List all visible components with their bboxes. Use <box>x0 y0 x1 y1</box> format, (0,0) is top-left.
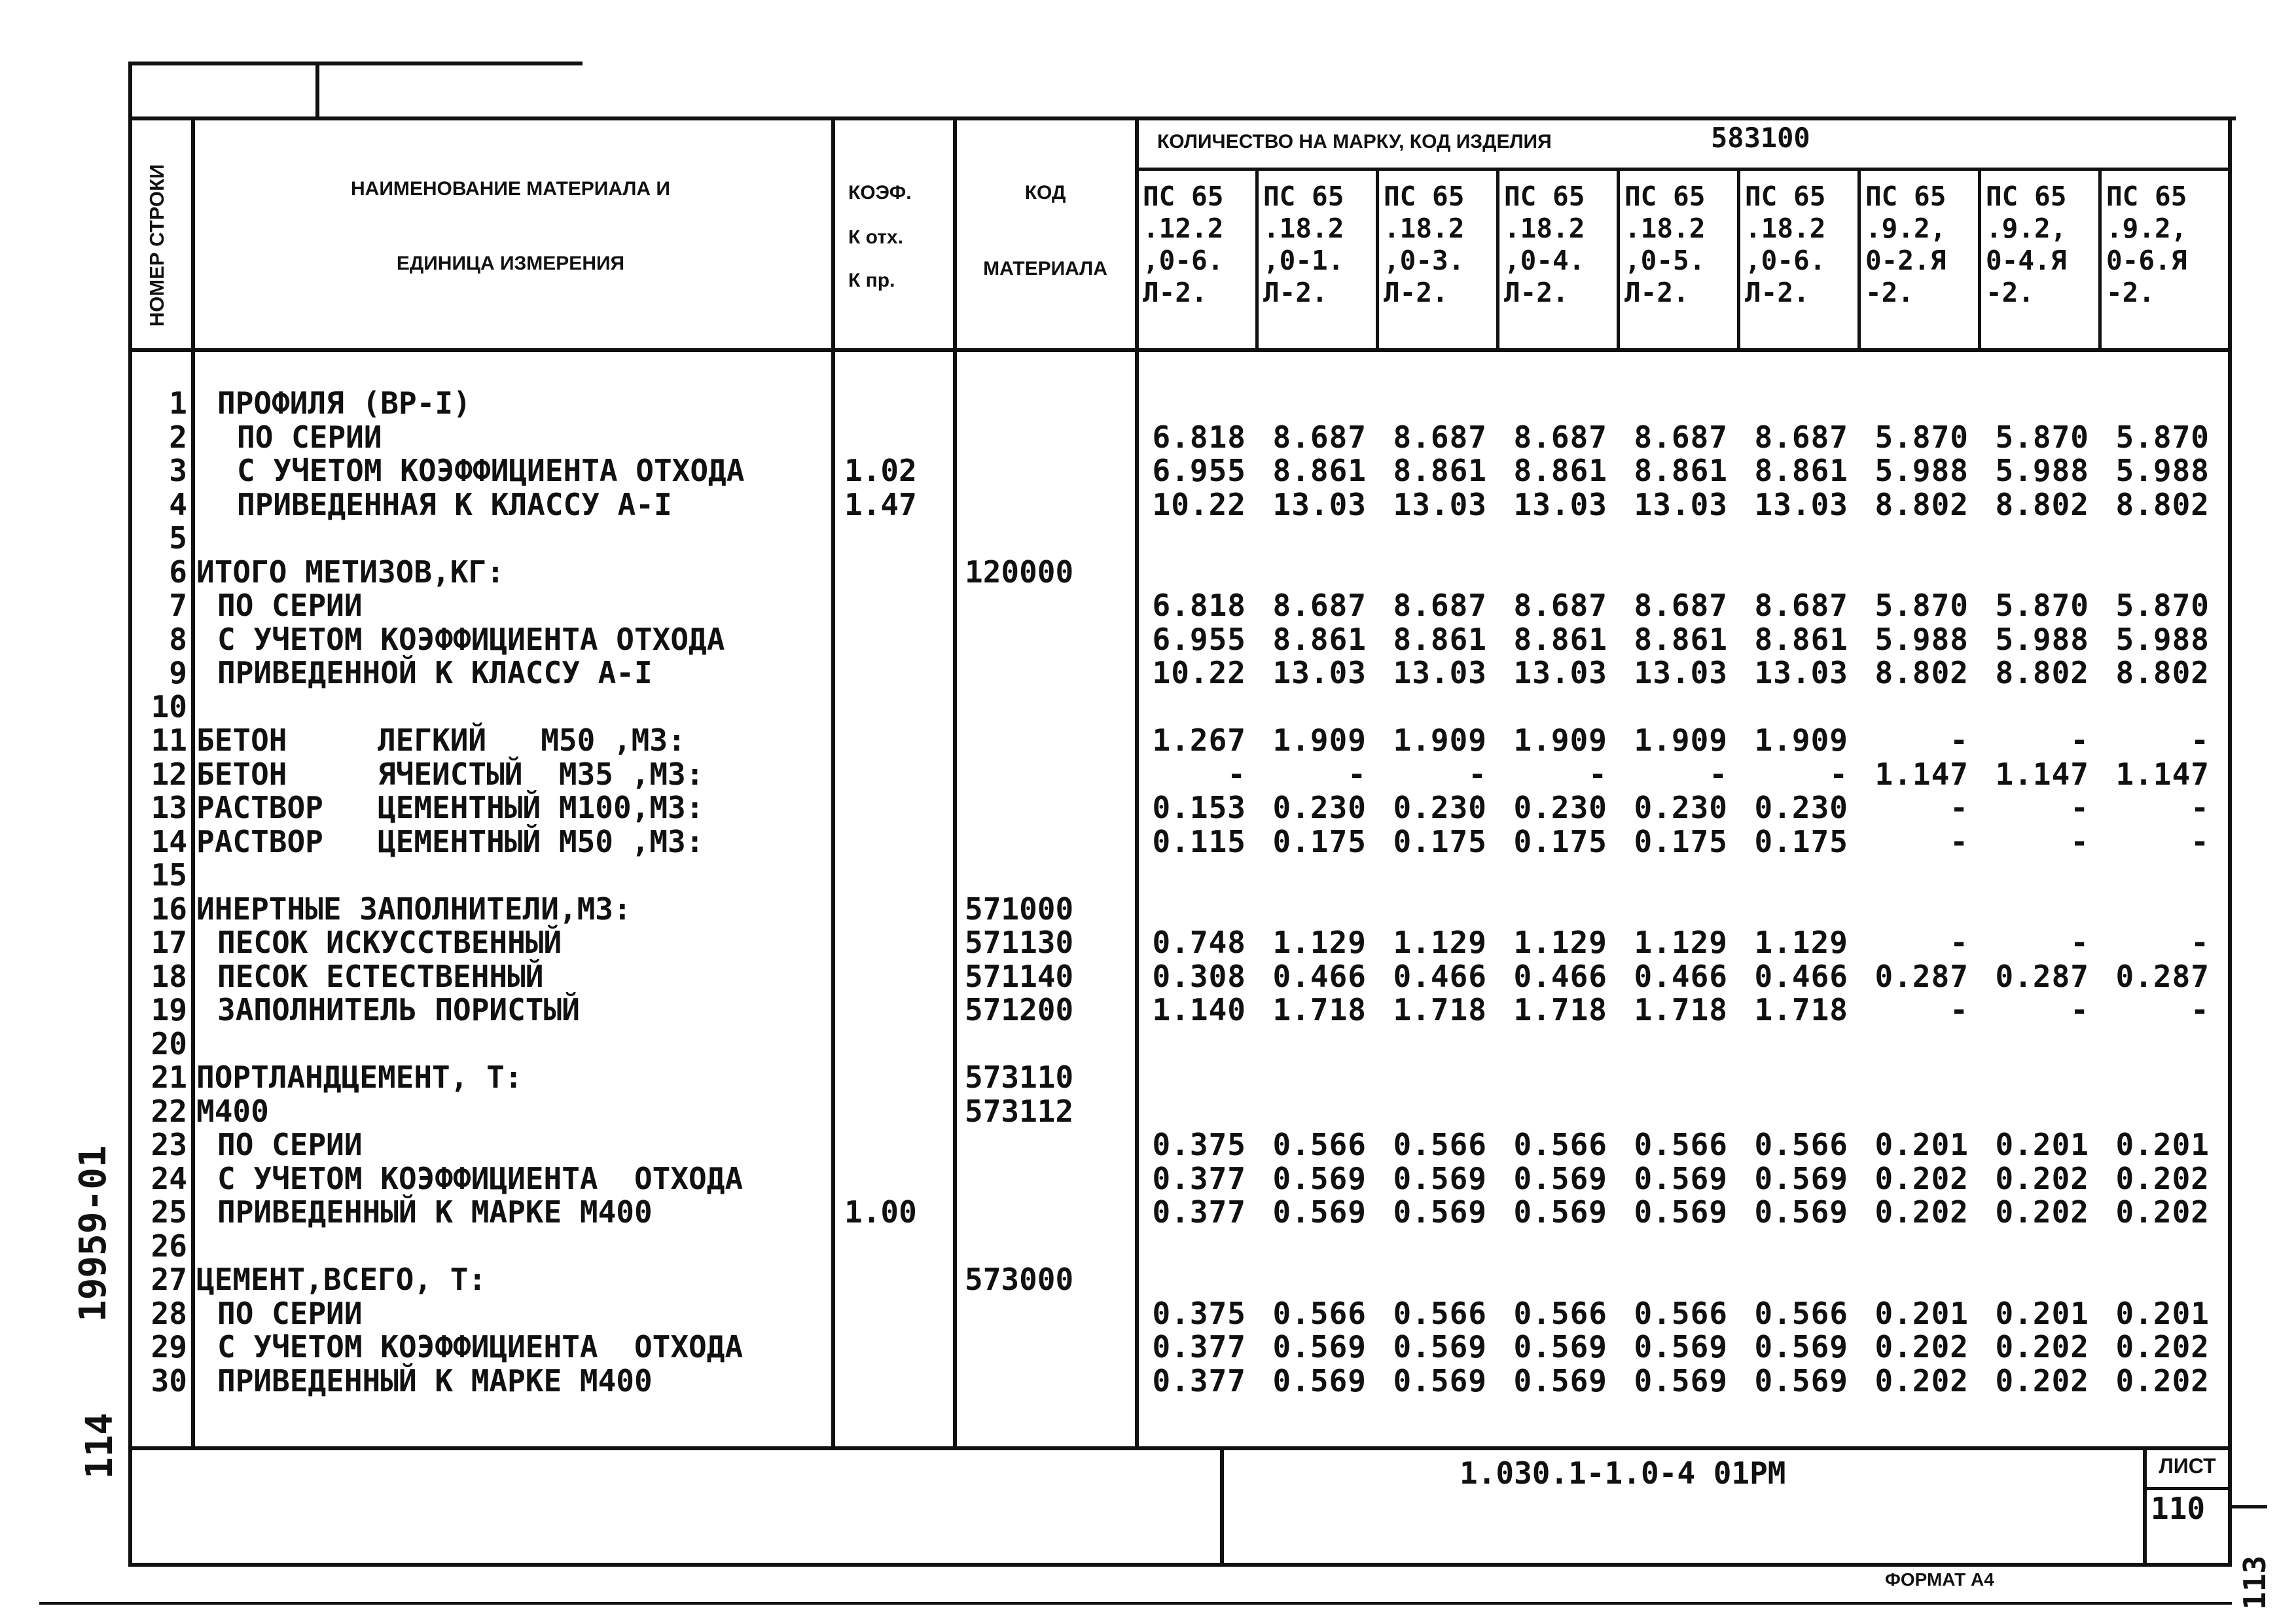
quantity-value: 0.175 <box>1393 824 1487 859</box>
material-name: ИТОГО МЕТИЗОВ,КГ: <box>196 554 505 590</box>
quantity-value: 1.267 <box>1152 722 1246 758</box>
material-name: ПО СЕРИИ <box>237 419 382 455</box>
row-number: 10 <box>151 689 187 724</box>
quantity-value: 0.175 <box>1513 824 1607 859</box>
top-stub-line <box>131 62 583 65</box>
quantity-value: 0.569 <box>1513 1161 1607 1196</box>
quantity-value: 0.202 <box>2115 1329 2210 1364</box>
row-number: 25 <box>151 1194 187 1230</box>
material-name: С УЧЕТОМ КОЭФФИЦИЕНТА ОТХОДА <box>237 453 745 488</box>
row-number: 4 <box>169 487 187 522</box>
quantity-value: 0.569 <box>1634 1363 1728 1399</box>
quantity-value: 0.569 <box>1513 1329 1607 1364</box>
row-number: 15 <box>151 857 187 893</box>
quantity-value: 0.202 <box>1874 1194 1969 1230</box>
product-column-title: ПС 65 .18.2 ,0-1. Л-2. <box>1263 181 1344 308</box>
quantity-value: 0.202 <box>1995 1194 2089 1230</box>
quantity-value: 0.175 <box>1272 824 1367 859</box>
quantity-value: 8.687 <box>1634 419 1728 455</box>
quantity-value: 13.03 <box>1634 487 1728 522</box>
quantity-value: 8.687 <box>1513 588 1607 623</box>
material-name: РАСТВОР ЦЕМЕНТНЫЙ М50 ,М3: <box>196 824 704 859</box>
product-column-title: ПС 65 .9.2, 0-4.Я -2. <box>1986 181 2067 308</box>
quantity-value: 0.201 <box>2115 1127 2210 1162</box>
quantity-value: 10.22 <box>1152 487 1246 522</box>
quantity-value: 13.03 <box>1754 655 1848 690</box>
quantity-value: 1.147 <box>1995 757 2089 792</box>
quantity-value: 8.802 <box>1995 655 2089 690</box>
quantity-value: 0.287 <box>2115 959 2210 994</box>
row-number: 26 <box>151 1228 187 1264</box>
quantity-value: 0.466 <box>1634 959 1728 994</box>
row-number: 19 <box>151 992 187 1027</box>
quantity-value: 8.687 <box>1513 419 1607 455</box>
quantity-value: 0.569 <box>1393 1329 1487 1364</box>
material-code: 573000 <box>965 1262 1074 1297</box>
quantity-value: 13.03 <box>1634 655 1728 690</box>
quantity-value: 8.802 <box>1995 487 2089 522</box>
row-number: 6 <box>169 554 187 590</box>
quantity-value: 0.466 <box>1754 959 1848 994</box>
material-code: 573112 <box>965 1094 1074 1129</box>
quantity-value: - <box>2191 925 2210 960</box>
quantity-value: 0.569 <box>1393 1161 1487 1196</box>
quantity-value: 1.718 <box>1754 992 1848 1027</box>
quantity-value: 8.687 <box>1272 419 1367 455</box>
quantity-value: 0.230 <box>1393 790 1487 825</box>
stamp-divider-left <box>1220 1446 1224 1565</box>
quantity-value: - <box>1468 757 1487 792</box>
quantity-value: - <box>2070 925 2089 960</box>
material-code: 571130 <box>965 925 1074 960</box>
stamp-right-tab <box>2228 1505 2267 1508</box>
quantity-value: 5.870 <box>1995 588 2089 623</box>
quantity-value: 0.569 <box>1634 1161 1728 1196</box>
quantity-value: 8.861 <box>1513 622 1607 657</box>
quantity-value: 0.377 <box>1152 1161 1246 1196</box>
quantity-value: 1.909 <box>1634 722 1728 758</box>
quantity-value: 0.230 <box>1513 790 1607 825</box>
quantity-value: - <box>1227 757 1246 792</box>
coefficient-value: 1.00 <box>844 1194 917 1230</box>
row-number: 18 <box>151 959 187 994</box>
row-number: 9 <box>169 655 187 690</box>
quantity-value: 1.718 <box>1272 992 1367 1027</box>
col-divider-name <box>831 116 835 1449</box>
quantity-value: 0.569 <box>1272 1161 1367 1196</box>
material-name: БЕТОН ЯЧЕИСТЫЙ М35 ,М3: <box>196 757 704 792</box>
col-divider-coef <box>953 116 957 1449</box>
product-code: 583100 <box>1711 122 1810 154</box>
material-name: БЕТОН ЛЕГКИЙ М50 ,М3: <box>196 722 686 758</box>
quantity-value: 1.129 <box>1513 925 1607 960</box>
product-column-title: ПС 65 .18.2 ,0-6. Л-2. <box>1745 181 1826 308</box>
row-number: 16 <box>151 891 187 927</box>
material-name: ПРОФИЛЯ (ВР-I) <box>217 385 471 421</box>
frame-left-line <box>128 62 132 1567</box>
quantity-value: 0.569 <box>1272 1329 1367 1364</box>
quantity-value: 0.202 <box>1874 1363 1969 1399</box>
product-column-title: ПС 65 .12.2 ,0-6. Л-2. <box>1143 181 1224 308</box>
body-stamp-divider <box>128 1446 2232 1450</box>
quantity-value: 0.201 <box>1874 1296 1969 1331</box>
quantity-value: 0.202 <box>2115 1161 2210 1196</box>
quantity-value: - <box>2191 824 2210 859</box>
quantity-value: 10.22 <box>1152 655 1246 690</box>
coef-header-line2: К отх. <box>848 226 903 248</box>
material-code: 120000 <box>965 554 1074 590</box>
coefficient-value: 1.47 <box>844 487 917 522</box>
quantity-value: 0.202 <box>1874 1161 1969 1196</box>
code-header-line1: КОД <box>1024 182 1066 204</box>
row-number: 30 <box>151 1363 187 1399</box>
material-name: ЦЕМЕНТ,ВСЕГО, Т: <box>196 1262 487 1297</box>
quantity-value: 0.569 <box>1513 1363 1607 1399</box>
quantity-value: 0.566 <box>1634 1296 1728 1331</box>
row-number: 24 <box>151 1161 187 1196</box>
quantity-value: 0.566 <box>1272 1127 1367 1162</box>
quantity-value: 0.569 <box>1513 1194 1607 1230</box>
right-margin-page: 113 <box>2237 1555 2272 1610</box>
quantity-value: 0.377 <box>1152 1363 1246 1399</box>
prod-col-divider-2 <box>1376 168 1379 351</box>
quantity-value: 8.687 <box>1393 588 1487 623</box>
quantity-value: 0.202 <box>1995 1329 2089 1364</box>
row-number: 8 <box>169 622 187 657</box>
quantity-value: 5.988 <box>2115 622 2210 657</box>
row-number: 29 <box>151 1329 187 1364</box>
format-label: ФОРМАТ А4 <box>1885 1569 1994 1590</box>
quantity-value: 0.375 <box>1152 1296 1246 1331</box>
quantity-value: - <box>1950 824 1969 859</box>
top-stub-divider <box>315 62 319 120</box>
quantity-value: - <box>1950 925 1969 960</box>
product-column-title: ПС 65 .9.2, 0-6.Я -2. <box>2106 181 2187 308</box>
top-stub-line-2 <box>131 116 681 120</box>
quantity-value: 1.909 <box>1393 722 1487 758</box>
quantity-value: - <box>2191 722 2210 758</box>
quantity-value: 8.687 <box>1634 588 1728 623</box>
quantity-value: 1.718 <box>1513 992 1607 1027</box>
quantity-value: 8.687 <box>1272 588 1367 623</box>
quantity-value: 0.308 <box>1152 959 1246 994</box>
quantity-value: 1.718 <box>1634 992 1728 1027</box>
material-code: 571000 <box>965 891 1074 927</box>
row-number: 21 <box>151 1060 187 1095</box>
material-name: ПЕСОК ИСКУССТВЕННЫЙ <box>217 925 562 960</box>
product-column-title: ПС 65 .18.2 ,0-3. Л-2. <box>1384 181 1465 308</box>
quantity-value: 8.861 <box>1272 453 1367 488</box>
quantity-value: 5.988 <box>1995 453 2089 488</box>
quantity-value: 8.861 <box>1754 622 1848 657</box>
material-name: ПО СЕРИИ <box>217 1127 363 1162</box>
quantity-value: 5.988 <box>1995 622 2089 657</box>
prod-col-divider-7 <box>1978 168 1981 351</box>
outer-bottom-line <box>39 1602 2232 1605</box>
row-number: 14 <box>151 824 187 859</box>
header-body-divider <box>128 348 2232 352</box>
quantity-value: 0.175 <box>1634 824 1728 859</box>
quantity-value: 5.870 <box>2115 419 2210 455</box>
quantity-value: 0.466 <box>1272 959 1367 994</box>
row-number: 23 <box>151 1127 187 1162</box>
quantity-header: КОЛИЧЕСТВО НА МАРКУ, КОД ИЗДЕЛИЯ <box>1157 131 1552 152</box>
material-code: 573110 <box>965 1060 1074 1095</box>
quantity-value: 0.748 <box>1152 925 1246 960</box>
prod-col-divider-8 <box>2098 168 2102 351</box>
quantity-value: 6.818 <box>1152 419 1246 455</box>
quantity-value: 0.202 <box>1995 1161 2089 1196</box>
row-number: 11 <box>151 722 187 758</box>
quantity-value: 13.03 <box>1754 487 1848 522</box>
quantity-value: 1.909 <box>1513 722 1607 758</box>
quantity-value: 1.147 <box>1874 757 1969 792</box>
quantity-value: - <box>2191 992 2210 1027</box>
document-code: 1.030.1-1.0-4 01РМ <box>1460 1455 1786 1491</box>
quantity-value: 0.201 <box>1995 1127 2089 1162</box>
frame-bottom-line <box>128 1563 2232 1567</box>
quantity-value: 0.230 <box>1272 790 1367 825</box>
quantity-value: 8.687 <box>1754 588 1848 623</box>
row-number: 20 <box>151 1026 187 1061</box>
quantity-value: 0.201 <box>1995 1296 2089 1331</box>
material-name: ПРИВЕДЕННАЯ К КЛАССУ А-I <box>237 487 672 522</box>
prod-col-divider-5 <box>1737 168 1740 351</box>
sheet-label: ЛИСТ <box>2159 1454 2216 1478</box>
quantity-value: 5.988 <box>1874 622 1969 657</box>
quantity-value: 8.861 <box>1754 453 1848 488</box>
coefficient-value: 1.02 <box>844 453 917 488</box>
quantity-value: 8.861 <box>1634 453 1728 488</box>
product-column-title: ПС 65 .18.2 ,0-4. Л-2. <box>1504 181 1585 308</box>
quantity-value: 8.687 <box>1393 419 1487 455</box>
quantity-value: 0.202 <box>2115 1363 2210 1399</box>
quantity-value: 13.03 <box>1513 655 1607 690</box>
quantity-value: 1.129 <box>1272 925 1367 960</box>
quantity-value: 0.569 <box>1393 1363 1487 1399</box>
quantity-value: - <box>1950 790 1969 825</box>
quantity-value: 0.153 <box>1152 790 1246 825</box>
coef-header-line1: КОЭФ. <box>848 182 912 204</box>
material-name: ИНЕРТНЫЕ ЗАПОЛНИТЕЛИ,М3: <box>196 891 632 927</box>
quantity-value: 1.129 <box>1754 925 1848 960</box>
material-name: С УЧЕТОМ КОЭФФИЦИЕНТА ОТХОДА <box>217 1329 744 1364</box>
quantity-value: 0.566 <box>1634 1127 1728 1162</box>
material-name: ПРИВЕДЕННОЙ К КЛАССУ А-I <box>217 655 653 690</box>
quantity-value: 1.147 <box>2115 757 2210 792</box>
row-number: 17 <box>151 925 187 960</box>
quantity-value: 0.287 <box>1995 959 2089 994</box>
frame-right-line <box>2228 116 2232 1567</box>
stamp-sheet-line <box>2143 1487 2232 1490</box>
quantity-value: 0.569 <box>1272 1363 1367 1399</box>
quantity-value: 1.909 <box>1754 722 1848 758</box>
left-margin-code: 19959-01 <box>72 1145 115 1322</box>
quantity-value: 0.566 <box>1513 1127 1607 1162</box>
quantity-value: 8.861 <box>1393 453 1487 488</box>
quantity-value: 13.03 <box>1393 487 1487 522</box>
quantity-value: 5.988 <box>2115 453 2210 488</box>
quantity-value: - <box>1709 757 1728 792</box>
quantity-value: 13.03 <box>1272 487 1367 522</box>
quantity-value: 0.466 <box>1513 959 1607 994</box>
row-number: 28 <box>151 1296 187 1331</box>
quantity-value: 8.861 <box>1513 453 1607 488</box>
material-name: ПРИВЕДЕННЫЙ К МАРКЕ М400 <box>217 1363 653 1399</box>
quantity-value: 0.287 <box>1874 959 1969 994</box>
quantity-value: 0.566 <box>1272 1296 1367 1331</box>
quantity-value: 0.201 <box>1874 1127 1969 1162</box>
quantity-value: - <box>2070 722 2089 758</box>
row-number-header: НОМЕР СТРОКИ <box>145 164 168 327</box>
right-header-top-line <box>681 116 2236 120</box>
sheet-number: 110 <box>2151 1491 2206 1526</box>
quantity-value: 0.202 <box>2115 1194 2210 1230</box>
prod-col-divider-6 <box>1857 168 1861 351</box>
quantity-value: 5.870 <box>1874 419 1969 455</box>
quantity-value: 8.861 <box>1634 622 1728 657</box>
quantity-value: 8.861 <box>1272 622 1367 657</box>
quantity-value: 0.569 <box>1393 1194 1487 1230</box>
row-number: 3 <box>169 453 187 488</box>
prod-col-divider-4 <box>1617 168 1620 351</box>
quantity-value: 0.375 <box>1152 1127 1246 1162</box>
quantity-value: 0.202 <box>1874 1329 1969 1364</box>
quantity-value: - <box>2070 992 2089 1027</box>
quantity-value: 5.870 <box>1874 588 1969 623</box>
row-number: 13 <box>151 790 187 825</box>
prod-col-divider-1 <box>1255 168 1259 351</box>
material-name: РАСТВОР ЦЕМЕНТНЫЙ М100,М3: <box>196 790 704 825</box>
quantity-value: 0.569 <box>1754 1329 1848 1364</box>
quantity-value: 8.802 <box>1874 655 1969 690</box>
quantity-value: 0.566 <box>1393 1127 1487 1162</box>
quantity-value: 13.03 <box>1272 655 1367 690</box>
quantity-value: 1.129 <box>1393 925 1487 960</box>
quantity-value: 8.802 <box>2115 655 2210 690</box>
quantity-value: 8.802 <box>1874 487 1969 522</box>
quantity-value: 0.377 <box>1152 1194 1246 1230</box>
quantity-value: 1.909 <box>1272 722 1367 758</box>
material-name: М400 <box>196 1094 269 1129</box>
quantity-value: 0.175 <box>1754 824 1848 859</box>
quantity-header-line <box>1135 168 2232 171</box>
quantity-value: 0.566 <box>1393 1296 1487 1331</box>
row-number: 12 <box>151 757 187 792</box>
quantity-value: 0.115 <box>1152 824 1246 859</box>
code-header-line2: МАТЕРИАЛА <box>983 258 1107 279</box>
material-name: ЗАПОЛНИТЕЛЬ ПОРИСТЫЙ <box>217 992 580 1027</box>
quantity-value: 0.230 <box>1634 790 1728 825</box>
material-code: 571140 <box>965 959 1074 994</box>
row-number: 22 <box>151 1094 187 1129</box>
quantity-value: 5.988 <box>1874 453 1969 488</box>
quantity-value: 0.569 <box>1754 1161 1848 1196</box>
quantity-value: 0.201 <box>2115 1296 2210 1331</box>
quantity-value: 1.718 <box>1393 992 1487 1027</box>
quantity-value: - <box>2191 790 2210 825</box>
product-column-title: ПС 65 .9.2, 0-2.Я -2. <box>1865 181 1946 308</box>
quantity-value: 1.140 <box>1152 992 1246 1027</box>
coef-header-line3: К пр. <box>848 270 895 291</box>
quantity-value: 6.955 <box>1152 453 1246 488</box>
quantity-value: 5.870 <box>1995 419 2089 455</box>
quantity-value: 0.377 <box>1152 1329 1246 1364</box>
quantity-value: 8.861 <box>1393 622 1487 657</box>
row-number: 1 <box>169 385 187 421</box>
quantity-value: 8.687 <box>1754 419 1848 455</box>
quantity-value: - <box>2070 790 2089 825</box>
quantity-value: 0.466 <box>1393 959 1487 994</box>
quantity-value: 0.230 <box>1754 790 1848 825</box>
quantity-value: 13.03 <box>1513 487 1607 522</box>
col-divider-num <box>191 116 195 1449</box>
row-number: 2 <box>169 419 187 455</box>
material-name: С УЧЕТОМ КОЭФФИЦИЕНТА ОТХОДА <box>217 622 725 657</box>
quantity-value: 0.566 <box>1513 1296 1607 1331</box>
material-code: 571200 <box>965 992 1074 1027</box>
quantity-value: 0.569 <box>1634 1329 1728 1364</box>
material-name: С УЧЕТОМ КОЭФФИЦИЕНТА ОТХОДА <box>217 1161 744 1196</box>
quantity-value: - <box>1588 757 1607 792</box>
quantity-value: 5.870 <box>2115 588 2210 623</box>
material-name: ПОРТЛАНДЦЕМЕНТ, Т: <box>196 1060 523 1095</box>
quantity-value: - <box>2070 824 2089 859</box>
material-name: ПО СЕРИИ <box>217 1296 363 1331</box>
quantity-value: 8.802 <box>2115 487 2210 522</box>
quantity-value: 0.569 <box>1272 1194 1367 1230</box>
quantity-value: - <box>1950 992 1969 1027</box>
quantity-value: 1.129 <box>1634 925 1728 960</box>
left-margin-page: 114 <box>79 1412 121 1479</box>
quantity-value: - <box>1348 757 1367 792</box>
row-number: 5 <box>169 520 187 556</box>
quantity-value: 0.569 <box>1754 1363 1848 1399</box>
quantity-value: 0.202 <box>1995 1363 2089 1399</box>
quantity-value: 0.569 <box>1634 1194 1728 1230</box>
quantity-value: 0.566 <box>1754 1296 1848 1331</box>
product-column-title: ПС 65 .18.2 ,0-5. Л-2. <box>1624 181 1706 308</box>
quantity-value: 13.03 <box>1393 655 1487 690</box>
material-name: ПЕСОК ЕСТЕСТВЕННЫЙ <box>217 959 544 994</box>
quantity-value: - <box>1950 722 1969 758</box>
row-number: 27 <box>151 1262 187 1297</box>
quantity-value: 6.818 <box>1152 588 1246 623</box>
quantity-value: 0.569 <box>1754 1194 1848 1230</box>
quantity-value: - <box>1829 757 1848 792</box>
row-number: 7 <box>169 588 187 623</box>
material-name-header-line2: ЕДИНИЦА ИЗМЕРЕНИЯ <box>396 253 625 274</box>
material-name: ПО СЕРИИ <box>217 588 363 623</box>
quantity-value: 6.955 <box>1152 622 1246 657</box>
quantity-value: 0.566 <box>1754 1127 1848 1162</box>
material-name-header-line1: НАИМЕНОВАНИЕ МАТЕРИАЛА И <box>350 178 670 200</box>
material-name: ПРИВЕДЕННЫЙ К МАРКЕ М400 <box>217 1194 653 1230</box>
prod-col-divider-3 <box>1496 168 1499 351</box>
